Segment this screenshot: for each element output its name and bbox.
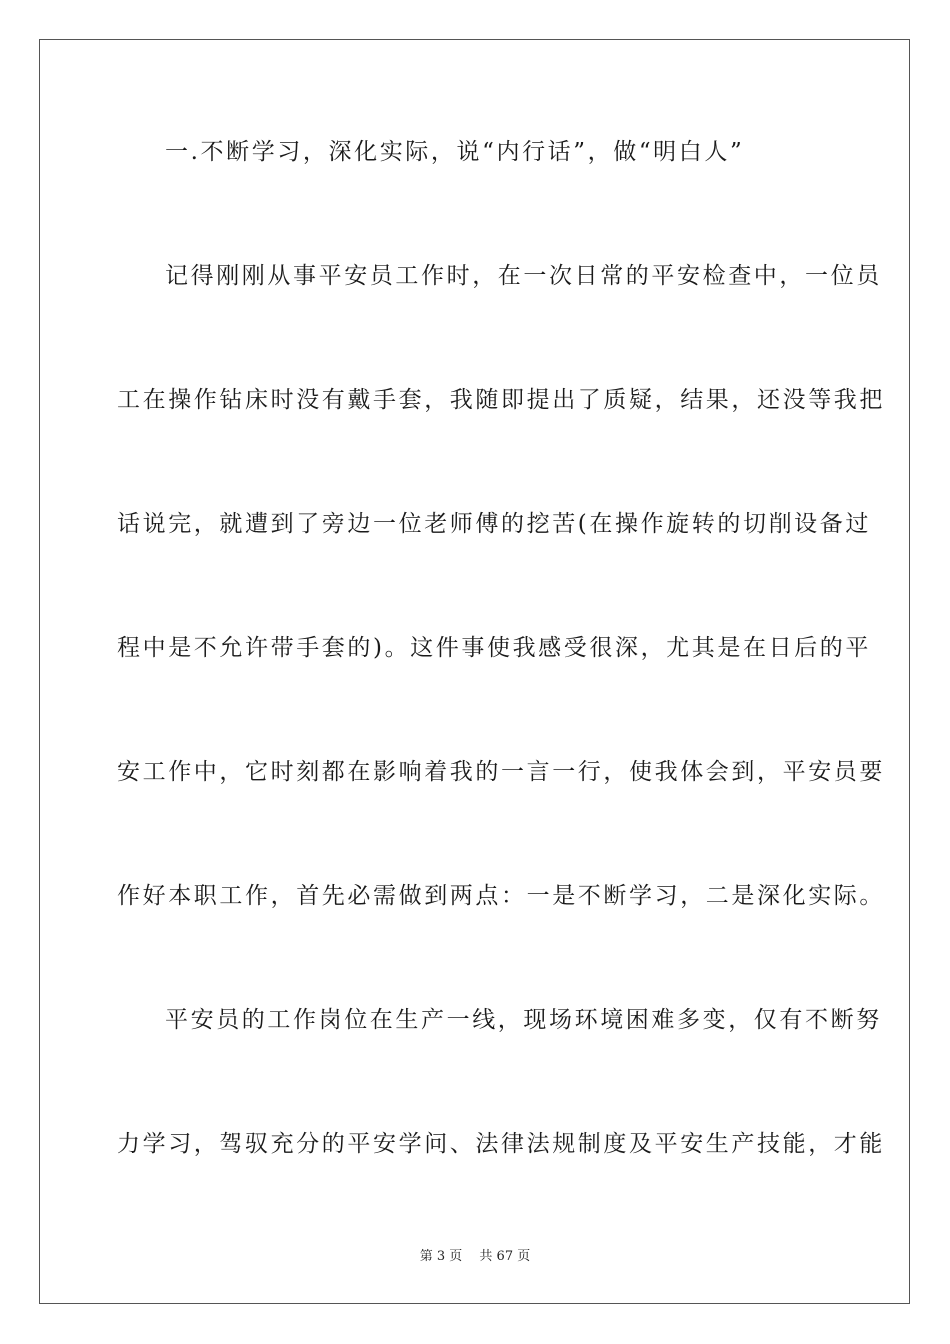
paragraph-line: 话说完，就遭到了旁边一位老师傅的挖苦(在操作旋转的切削设备过 (117, 511, 871, 537)
paragraph-line: 平安员的工作岗位在生产一线，现场环境困难多变，仅有不断努 (165, 1007, 882, 1033)
section-heading: 一.不断学习，深化实际，说“内行话”，做“明白人” (165, 139, 745, 165)
paragraph-line: 安工作中，它时刻都在影响着我的一言一行，使我体会到，平安员要 (117, 759, 885, 785)
paragraph-line: 作好本职工作，首先必需做到两点：一是不断学习，二是深化实际。 (117, 883, 885, 909)
paragraph-line: 力学习，驾驭充分的平安学问、法律法规制度及平安生产技能，才能 (117, 1131, 885, 1157)
paragraph-line: 程中是不允许带手套的)。这件事使我感受很深，尤其是在日后的平 (117, 635, 871, 661)
page-border (39, 39, 910, 1304)
paragraph-line: 工在操作钻床时没有戴手套，我随即提出了质疑，结果，还没等我把 (117, 387, 885, 413)
paragraph-line: 记得刚刚从事平安员工作时，在一次日常的平安检查中，一位员 (165, 263, 882, 289)
page-number-footer: 第 3 页 共 67 页 (419, 1249, 531, 1264)
